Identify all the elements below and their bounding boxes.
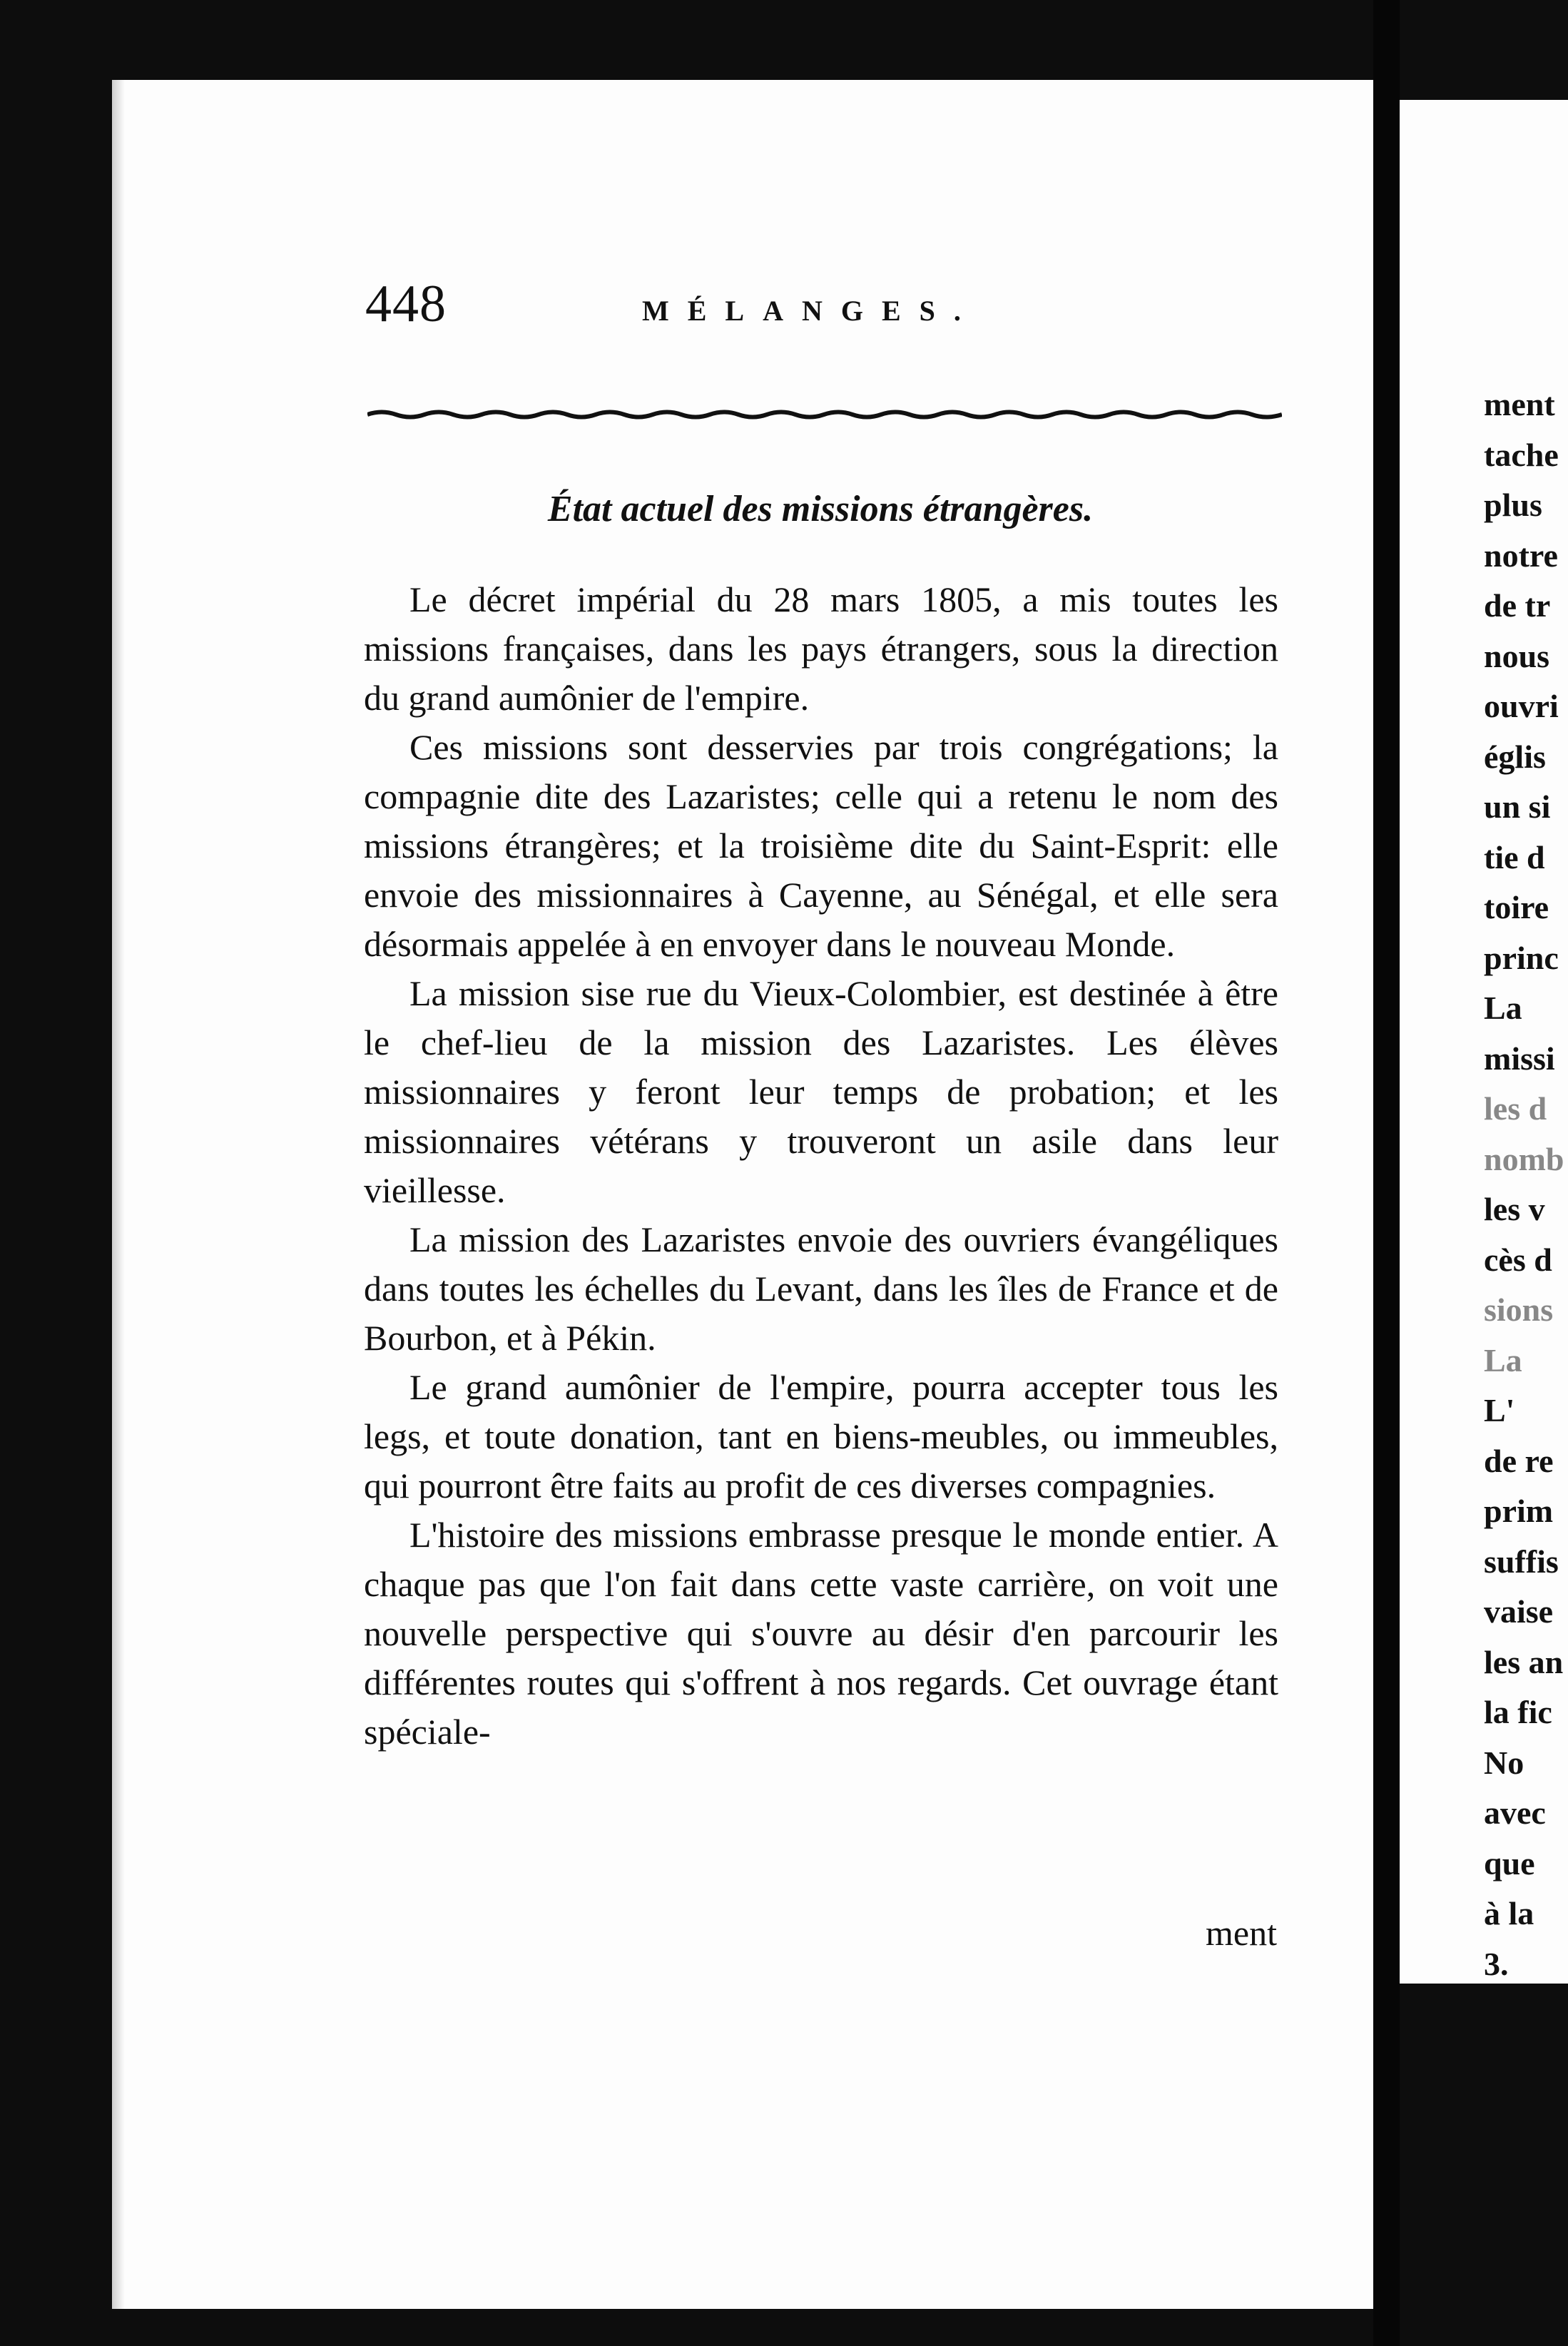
right-line: ouvri (1484, 688, 1559, 724)
right-line: nous (1484, 637, 1550, 674)
right-line: un si (1484, 788, 1551, 825)
right-line: vaise (1484, 1593, 1554, 1630)
right-line: de re (1484, 1442, 1554, 1479)
paragraph: Le grand aumônier de l'empire, pourra accepter tous les legs, et toute donation, tant en biens-meubles, ou immeubles, qui pourront être faits au profit de ces diverses compagnies. (364, 1367, 1278, 1505)
paragraph: Ces missions sont desservies par trois congrégations; la compagnie dite des Lazaristes; celle qui a retenu le nom des missions étrangères; et la troisième dite du Saint-Esprit: elle envoie des missionnaires à Cayenne, au Sénégal, et elle sera désormais appelée à en envoyer dans le nouveau Monde. (364, 727, 1278, 964)
right-line: cès d (1484, 1241, 1552, 1278)
paragraph: La mission sise rue du Vieux-Colombier, est destinée à être le chef-lieu de la mission des Lazaristes. Les élèves missionnaires y feront leur temps de probation; et les missionnaires vétérans y trouveront un asile dans leur vieillesse. (364, 973, 1278, 1210)
right-line: avec (1484, 1794, 1546, 1831)
right-line: suffis (1484, 1543, 1559, 1580)
right-line: ment (1484, 386, 1555, 422)
right-line: les an (1484, 1643, 1564, 1680)
paragraph: La mission des Lazaristes envoie des ouvriers évangéliques dans toutes les échelles du Levant, dans les îles de France et de Bourbon, et à Pékin. (364, 1219, 1278, 1358)
right-line: L' (1484, 1392, 1515, 1428)
page-edge-shadow (112, 80, 125, 2309)
page-number: 448 (365, 275, 447, 333)
paragraph: Le décret impérial du 28 mars 1805, a mis toutes les missions françaises, dans les pays étrangers, sous la direction du grand aumônier de l'empire. (364, 579, 1278, 718)
right-line: notre (1484, 537, 1558, 574)
right-line: les v (1484, 1191, 1545, 1227)
book-gutter (1373, 0, 1400, 2346)
right-line: que (1484, 1844, 1535, 1882)
right-line: les d (1484, 1090, 1547, 1127)
right-line: sions (1484, 1291, 1554, 1328)
right-line: La (1484, 1341, 1522, 1378)
catchword: ment (1206, 1913, 1277, 1953)
right-line: la fic (1484, 1694, 1552, 1730)
right-line: de tr (1484, 587, 1551, 624)
right-line: plus (1484, 487, 1542, 523)
right-page (1400, 100, 1568, 1984)
right-line: prim (1484, 1493, 1554, 1529)
right-line: 3. (1484, 1945, 1509, 1982)
right-page-text (1484, 380, 1568, 1984)
body-text (364, 575, 1278, 1757)
right-line: nomb (1484, 1140, 1564, 1177)
right-line: No (1484, 1744, 1524, 1781)
right-line: églis (1484, 738, 1546, 775)
right-line: tie d (1484, 838, 1545, 875)
right-line: toire (1484, 889, 1549, 925)
right-line: missi (1484, 1040, 1555, 1077)
right-line: princ (1484, 939, 1559, 976)
running-title: MÉLANGES. (642, 295, 979, 327)
right-line: à la (1484, 1895, 1534, 1931)
section-heading: État actuel des missions étrangères. (547, 489, 1094, 529)
right-line: La (1484, 990, 1522, 1026)
decorative-rule (367, 410, 1282, 420)
right-line: tache (1484, 436, 1559, 473)
paragraph: L'histoire des missions embrasse presque le monde entier. A chaque pas que l'on fait dans cette vaste carrière, on voit une nouvelle perspective qui s'ouvre au désir d'en parcourir les différentes routes qui s'offrent à nos regards. Cet ouvrage étant spéciale- (364, 1515, 1278, 1752)
